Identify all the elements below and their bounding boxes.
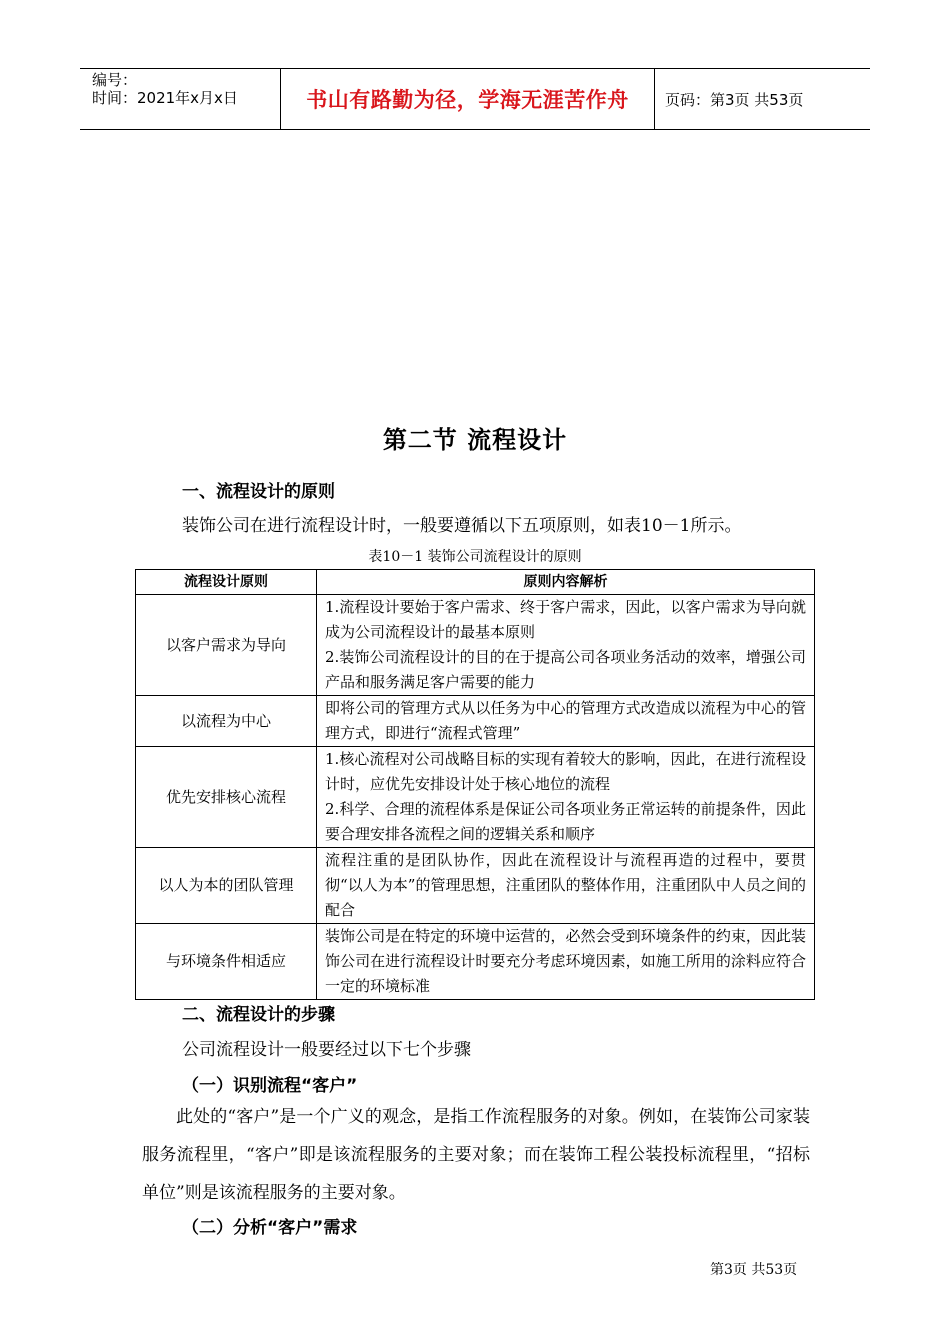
header-motto: 书山有路勤为径，学海无涯苦作舟 [281,69,655,129]
step1-heading: （一）识别流程“客户” [182,1076,358,1096]
page-footer: 第3页 共53页 [710,1262,798,1278]
part2-heading: 二、流程设计的步骤 [182,1005,335,1025]
step1-text: 此处的“客户”是一个广义的观念，是指工作流程服务的对象。例如，在装饰公司家装服务流程里，“客户”即是该流程服务的主要对象；而在装饰工程公装投标流程里，“招标单位”则是该流程服务的主要对象。 [142,1107,810,1203]
content-line: 1.核心流程对公司战略目标的实现有着较大的影响，因此，在进行流程设计时，应优先安排设计处于核心地位的流程 [325,750,806,793]
content-line: 流程注重的是团队协作，因此在流程设计与流程再造的过程中，要贯彻“以人为本”的管理思想，注重团队的整体作用，注重团队中人员之间的配合 [325,851,806,919]
content-cell [317,924,815,1000]
table-row [136,848,815,924]
table-header-content: 原则内容解析 [317,570,815,595]
table-header-principle: 流程设计原则 [136,570,317,595]
principles-table [135,569,815,1000]
part1-heading: 一、流程设计的原则 [182,482,335,502]
doc-time-label: 时间：2021年x月x日 [92,89,238,107]
content-line: 2.装饰公司流程设计的目的在于提高公司各项业务活动的效率，增强公司产品和服务满足客户需要的能力 [325,648,806,691]
page-header [80,68,870,130]
table-header-row [136,570,815,595]
content-cell [317,747,815,848]
header-page-code: 页码：第3页 共53页 [665,90,804,109]
content-line: 装饰公司是在特定的环境中运营的，必然会受到环境条件的约束，因此装饰公司在进行流程设计时要充分考虑环境因素，如施工所用的涂料应符合一定的环境标准 [325,927,806,995]
principle-cell: 优先安排核心流程 [136,747,317,848]
principle-cell: 以人为本的团队管理 [136,848,317,924]
section-title: 第二节 流程设计 [382,426,568,454]
part1-intro: 装饰公司在进行流程设计时，一般要遵循以下五项原则，如表10－1所示。 [182,516,742,536]
content-line: 1.流程设计要始于客户需求、终于客户需求，因此，以客户需求为导向就成为公司流程设计的最基本原则 [325,598,806,641]
table-row [136,696,815,747]
content-line: 2.科学、合理的流程体系是保证公司各项业务正常运转的前提条件，因此要合理安排各流程之间的逻辑关系和顺序 [325,800,806,843]
table-caption: 表10－1 装饰公司流程设计的原则 [368,549,582,565]
content-cell [317,848,815,924]
content-cell [317,696,815,747]
principle-cell: 以流程为中心 [136,696,317,747]
step2-heading: （二）分析“客户”需求 [182,1218,358,1238]
principle-cell: 与环境条件相适应 [136,924,317,1000]
principle-cell: 以客户需求为导向 [136,595,317,696]
table-row [136,747,815,848]
content-line: 即将公司的管理方式从以任务为中心的管理方式改造成以流程为中心的管理方式，即进行“流程式管理” [325,699,806,742]
doc-number-label: 编号： [92,71,138,89]
table-row [136,924,815,1000]
content-cell [317,595,815,696]
header-meta [80,69,281,129]
part2-intro: 公司流程设计一般要经过以下七个步骤 [182,1040,471,1060]
table-row [136,595,815,696]
